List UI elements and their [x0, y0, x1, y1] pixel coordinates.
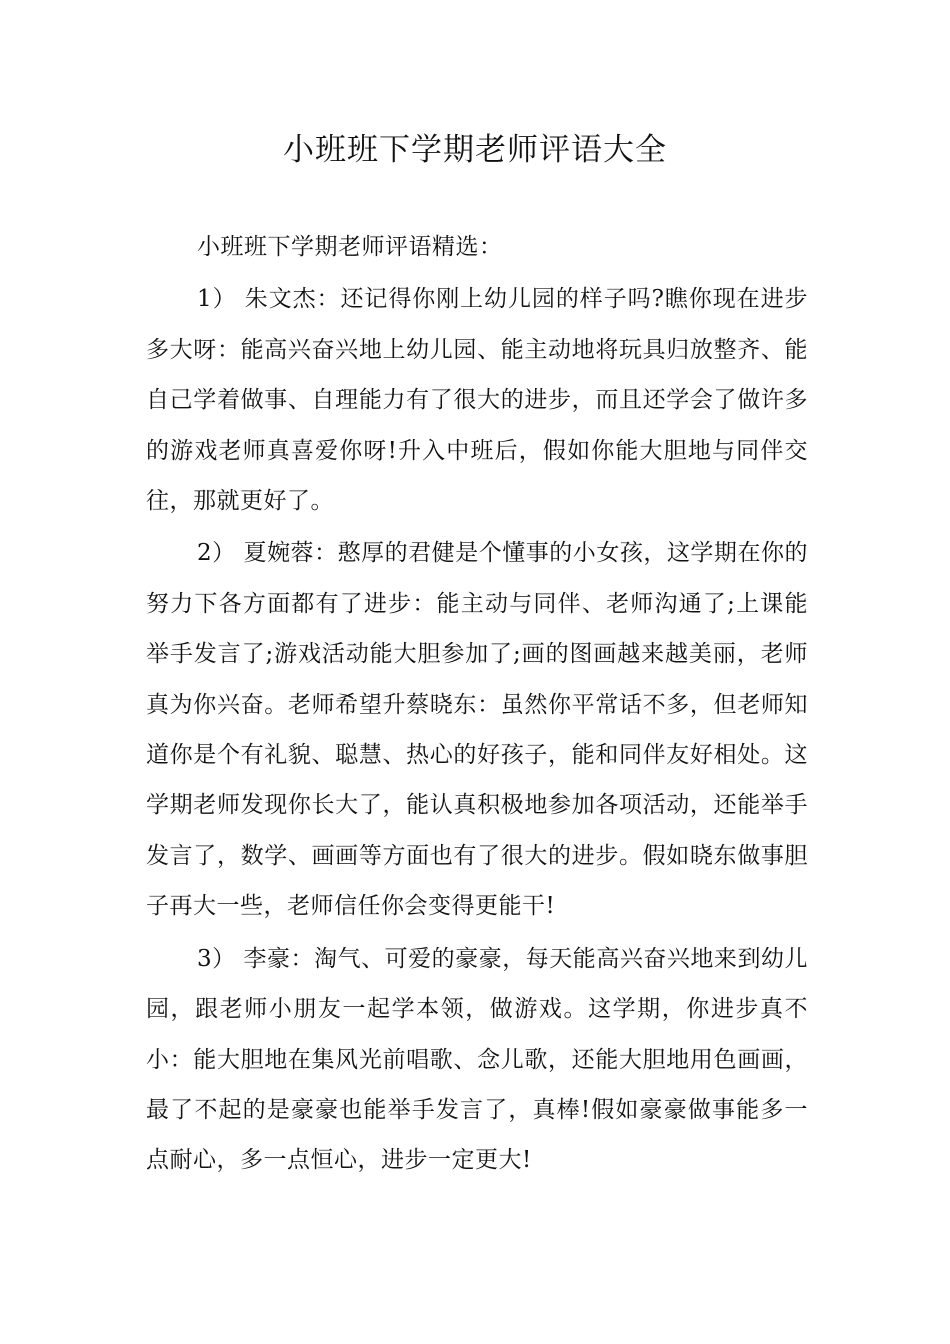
comment-paragraph-3: 3） 李豪：淘气、可爱的豪豪，每天能高兴奋兴地来到幼儿园，跟老师小朋友一起学本领，做游戏。这学期，你进步真不小：能大胆地在集风光前唱歌、念儿歌，还能大胆地用色画画，最了不起的是豪豪也能举手发言了，真棒!假如豪豪做事能多一点耐心，多一点恒心，进步一定更大!	[146, 945, 808, 1174]
document-body	[146, 222, 808, 1188]
comment-paragraph-1: 1） 朱文杰：还记得你刚上幼儿园的样子吗?瞧你现在进步多大呀：能高兴奋兴地上幼儿园、能主动地将玩具归放整齐、能自己学着做事、自理能力有了很大的进步，而且还学会了做许多的游戏老师真喜爱你呀!升入中班后，假如你能大胆地与同伴交往，那就更好了。	[146, 286, 808, 515]
document-title: 小班班下学期老师评语大全	[283, 132, 667, 168]
comment-paragraph-2: 2） 夏婉蓉：憨厚的君健是个懂事的小女孩，这学期在你的努力下各方面都有了进步：能主动与同伴、老师沟通了;上课能举手发言了;游戏活动能大胆参加了;画的图画越来越美丽，老师真为你兴奋。老师希望升蔡晓东：虽然你平常话不多，但老师知道你是个有礼貌、聪慧、热心的好孩子，能和同伴友好相处。这学期老师发现你长大了，能认真积极地参加各项活动，还能举手发言了，数学、画画等方面也有了很大的进步。假如晓东做事胆子再大一些，老师信任你会变得更能干!	[146, 540, 808, 920]
intro-paragraph: 小班班下学期老师评语精选：	[197, 234, 503, 260]
